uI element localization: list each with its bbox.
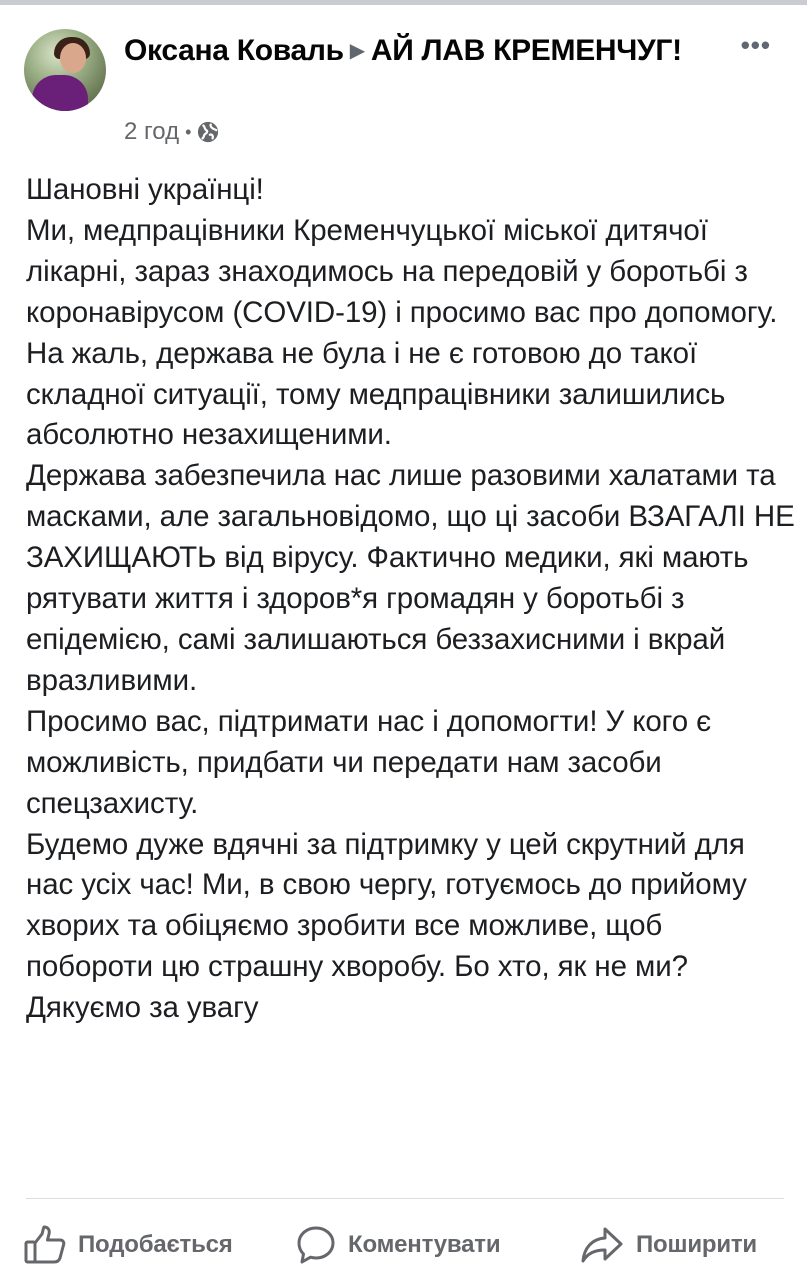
avatar-figure-head <box>60 43 86 73</box>
like-label: Подобається <box>78 1231 233 1258</box>
actions-divider <box>26 1198 784 1199</box>
arrow-right-icon: ▶ <box>349 40 365 62</box>
group-name-link[interactable]: АЙ ЛАВ КРЕМЕНЧУГ! <box>370 34 682 67</box>
avatar-figure-body <box>32 75 88 111</box>
author-name-link[interactable]: Оксана Коваль <box>124 34 344 67</box>
share-arrow-icon <box>580 1225 624 1265</box>
post-timestamp[interactable]: 2 год <box>124 118 180 145</box>
author-avatar[interactable] <box>24 29 106 111</box>
globe-icon[interactable] <box>197 121 219 143</box>
post-body-text: Шановні українці! Ми, медпрацівники Кременчуцької міської дитячої лікарні, зараз знаходимось на передовій у боротьбі з коронавірусом (COVID-19) і просимо вас про допомогу. На жаль, держава не була і не є готовою до такої складної ситуації, тому медпрацівники залишились абсолютно незахищеними. Держава забезпечила нас лише разовими халатами та масками, але загальновідомо, що ці засоби ВЗАГАЛІ НЕ ЗАХИЩАЮТЬ від вірусу. Фактично медики, які мають рятувати життя і здоров*я громадян у боротьбі з епідемією, самі залишаються беззахисними і вкрай вразливими. Просимо вас, підтримати нас і допомогти! У кого є можливість, придбати чи передати нам засоби спецзахисту. Будемо дуже вдячні за підтримку у цей скрутний для нас усіх час! Ми, в свою чергу, готуємось до прийому хворих та обіцяємо зробити все можливе, щоб побороти цю страшну хворобу. Бо хто, як не ми? Дякуємо за увагу <box>26 173 795 1025</box>
post-actions-bar <box>0 1220 807 1270</box>
post-meta <box>124 116 219 148</box>
top-border <box>0 0 807 5</box>
thumbs-up-icon <box>24 1225 66 1265</box>
post-header-title <box>124 30 714 72</box>
share-button[interactable] <box>580 1220 757 1270</box>
more-options-icon[interactable]: ••• <box>740 30 771 60</box>
like-button[interactable] <box>24 1220 233 1270</box>
meta-separator: • <box>185 122 192 142</box>
comment-bubble-icon <box>296 1225 336 1265</box>
comment-button[interactable] <box>296 1220 500 1270</box>
comment-label: Коментувати <box>348 1231 501 1258</box>
share-label: Поширити <box>636 1231 757 1258</box>
